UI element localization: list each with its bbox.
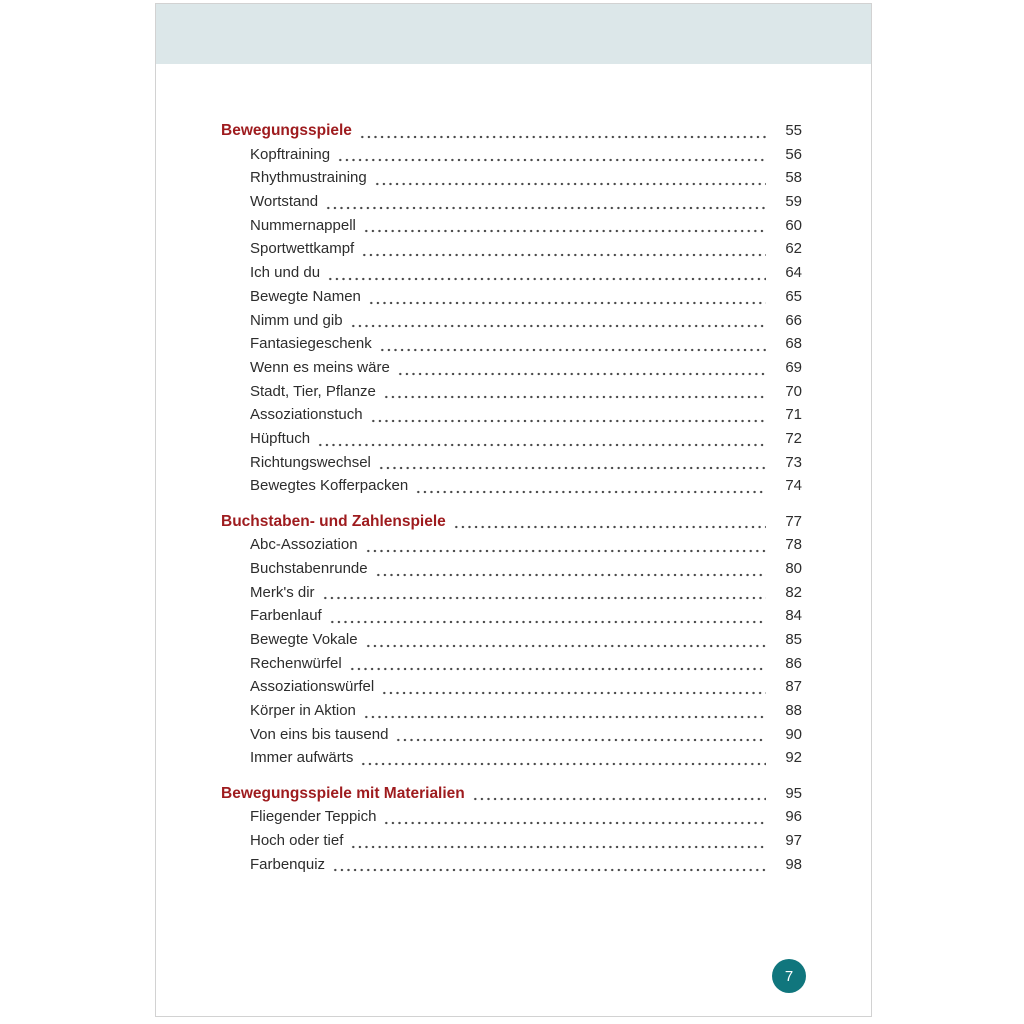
dot-leader xyxy=(415,490,766,494)
toc-entry-label: Bewegte Namen xyxy=(250,287,361,305)
toc-entry-page: 98 xyxy=(785,855,802,873)
dot-leader xyxy=(383,821,766,825)
toc-entry-row xyxy=(221,675,802,699)
toc-entry-row xyxy=(221,332,802,356)
toc-section-title: Buchstaben- und Zahlenspiele xyxy=(221,512,446,530)
toc-entry-row xyxy=(221,166,802,190)
header-band xyxy=(156,4,871,64)
toc-entry-page: 88 xyxy=(785,702,802,719)
toc-entry-row xyxy=(221,474,802,498)
toc-entry-label: Bewegte Vokale xyxy=(250,630,358,648)
toc-entry-row xyxy=(221,403,802,427)
dot-leader xyxy=(322,596,766,600)
toc-entry-page: 64 xyxy=(785,264,802,282)
toc-entry-row xyxy=(221,533,802,557)
dot-leader xyxy=(350,324,766,328)
toc-entry-page: 97 xyxy=(785,831,802,849)
toc-entry-row xyxy=(221,356,802,380)
toc-section xyxy=(221,782,802,877)
toc-entry-row xyxy=(221,604,802,628)
toc-entry-row xyxy=(221,829,802,853)
page-number: 7 xyxy=(784,967,794,985)
toc-entry-label: Wenn es meins wäre xyxy=(250,358,390,376)
dot-leader xyxy=(332,868,766,872)
toc-entry-row xyxy=(221,581,802,605)
toc-section-heading-row xyxy=(221,782,802,806)
toc-entry-label: Assoziationswürfel xyxy=(250,678,375,696)
toc-entry-row xyxy=(221,190,802,214)
toc-entry-label: Richtungswechsel xyxy=(250,453,371,471)
dot-leader xyxy=(374,182,766,186)
toc-entry-row xyxy=(221,380,802,404)
dot-leader xyxy=(329,620,766,624)
toc-entry-page: 87 xyxy=(785,678,802,696)
toc-entry-page: 82 xyxy=(785,583,802,601)
dot-leader xyxy=(363,715,766,719)
toc-entry-label: Ich und du xyxy=(250,264,321,282)
toc-entry-row xyxy=(221,237,802,261)
dot-leader xyxy=(381,691,766,695)
dot-leader xyxy=(317,443,766,447)
toc-entry-page: 68 xyxy=(785,335,802,353)
dot-leader xyxy=(363,229,766,233)
toc-entry-page: 95 xyxy=(785,784,802,802)
toc-entry-page: 72 xyxy=(785,429,802,447)
dot-leader xyxy=(368,301,766,305)
dot-leader xyxy=(337,158,766,162)
toc-entry-label: Sportwettkampf xyxy=(250,240,355,258)
dot-leader xyxy=(349,667,766,671)
dot-leader xyxy=(395,738,766,742)
dot-leader xyxy=(365,549,766,553)
toc-entry-row xyxy=(221,451,802,475)
toc-entry-row xyxy=(221,853,802,877)
toc-entry-label: Stadt, Tier, Pflanze xyxy=(250,382,376,400)
toc-entry-label: Rhythmustraining xyxy=(250,169,367,187)
dot-leader xyxy=(365,644,766,648)
toc-section xyxy=(221,510,802,771)
dot-leader xyxy=(383,395,766,399)
toc-section-title: Bewegungsspiele xyxy=(221,122,352,139)
toc-entry-row xyxy=(221,143,802,167)
dot-leader xyxy=(325,206,766,210)
toc-entry-page: 78 xyxy=(785,536,802,554)
toc-entry-page: 66 xyxy=(785,311,802,329)
toc-entry-row xyxy=(221,723,802,747)
toc-entry-row xyxy=(221,746,802,770)
dot-leader xyxy=(378,466,766,470)
toc-entry-label: Immer aufwärts xyxy=(250,749,354,767)
toc-section-title: Bewegungsspiele mit Materialien xyxy=(221,784,465,802)
toc-entry-page: 84 xyxy=(785,607,802,625)
toc-entry-page: 59 xyxy=(785,193,802,211)
toc-entry-page: 86 xyxy=(785,654,802,672)
dot-leader xyxy=(453,525,766,529)
toc xyxy=(156,64,871,876)
dot-leader xyxy=(379,348,766,352)
toc-entry-row xyxy=(221,557,802,581)
toc-entry-row xyxy=(221,805,802,829)
document-page xyxy=(155,3,872,1017)
toc-entry-label: Farbenlauf xyxy=(250,607,322,625)
toc-entry-row xyxy=(221,652,802,676)
dot-leader xyxy=(370,419,766,423)
dot-leader xyxy=(359,135,766,139)
toc-entry-row xyxy=(221,628,802,652)
toc-entry-label: Hüpftuch xyxy=(250,429,311,447)
toc-entry-row xyxy=(221,427,802,451)
toc-entry-page: 70 xyxy=(785,382,802,400)
toc-entry-page: 71 xyxy=(785,406,802,424)
toc-entry-label: Bewegtes Kofferpacken xyxy=(250,477,409,495)
toc-section-heading-row xyxy=(221,510,802,534)
toc-entry-page: 77 xyxy=(785,512,802,530)
dot-leader xyxy=(397,372,766,376)
toc-entry-label: Nummernappell xyxy=(250,216,356,234)
toc-entry-row xyxy=(221,261,802,285)
toc-entry-label: Farbenquiz xyxy=(250,855,326,873)
toc-entry-page: 96 xyxy=(785,808,802,826)
toc-entry-label: Merk's dir xyxy=(250,583,315,601)
toc-entry-label: Hoch oder tief xyxy=(250,831,344,849)
toc-entry-label: Kopftraining xyxy=(250,145,331,163)
toc-entry-row xyxy=(221,285,802,309)
toc-entry-label: Von eins bis tausend xyxy=(250,725,389,743)
toc-entry-page: 69 xyxy=(785,358,802,376)
toc-entry-page: 92 xyxy=(785,749,802,767)
dot-leader xyxy=(360,762,766,766)
toc-entry-row xyxy=(221,309,802,333)
toc-entry-page: 60 xyxy=(785,216,802,234)
toc-entry-label: Nimm und gib xyxy=(250,311,343,329)
toc-entry-label: Assoziationstuch xyxy=(250,406,363,424)
toc-entry-label: Körper in Aktion xyxy=(250,702,356,719)
toc-entry-page: 80 xyxy=(785,559,802,577)
toc-entry-page: 74 xyxy=(785,477,802,495)
toc-entry-page: 90 xyxy=(785,725,802,743)
toc-entry-page: 56 xyxy=(785,145,802,163)
toc-entry-page: 73 xyxy=(785,453,802,471)
toc-entry-row xyxy=(221,214,802,238)
toc-section xyxy=(221,119,802,498)
toc-entry-label: Buchstabenrunde xyxy=(250,559,368,577)
dot-leader xyxy=(350,845,766,849)
toc-entry-row xyxy=(221,699,802,723)
toc-entry-page: 58 xyxy=(785,169,802,187)
toc-entry-label: Fantasiegeschenk xyxy=(250,335,372,353)
dot-leader xyxy=(361,253,766,257)
toc-entry-page: 85 xyxy=(785,630,802,648)
toc-entry-page: 62 xyxy=(785,240,802,258)
toc-entry-label: Wortstand xyxy=(250,193,319,211)
toc-entry-page: 55 xyxy=(785,122,802,139)
dot-leader xyxy=(375,573,766,577)
dot-leader xyxy=(472,797,766,801)
toc-entry-label: Fliegender Teppich xyxy=(250,808,377,826)
toc-entry-page: 65 xyxy=(785,287,802,305)
toc-section-heading-row xyxy=(221,119,802,143)
page-number-badge xyxy=(772,959,806,993)
toc-entry-label: Rechenwürfel xyxy=(250,654,342,672)
dot-leader xyxy=(327,277,766,281)
toc-entry-label: Abc-Assoziation xyxy=(250,536,358,554)
